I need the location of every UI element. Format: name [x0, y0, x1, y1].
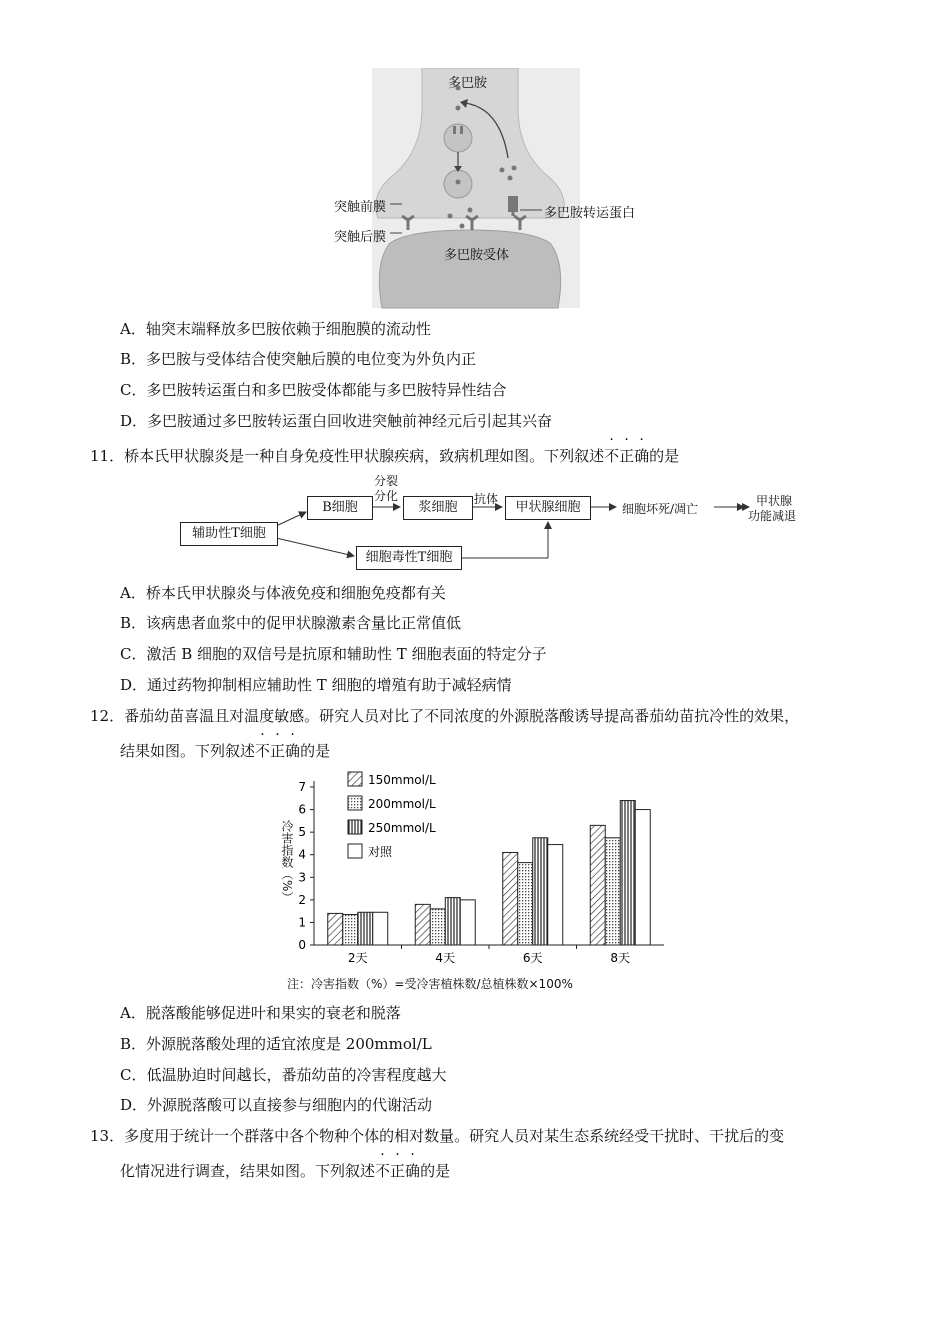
y-tick-label: 0 [298, 938, 306, 952]
postsynaptic-label: 突触后膜 [334, 230, 387, 245]
thyroid-cell-box: 甲状腺细胞 [505, 496, 591, 520]
q12-option-d: D．外源脱落酸可以直接参与细胞内的代谢活动 [120, 1096, 433, 1114]
legend-swatch [348, 820, 362, 834]
legend-label: 250mmol/L [368, 821, 436, 835]
bar [518, 863, 533, 945]
cytotoxic-t-cell-box: 细胞毒性T细胞 [356, 546, 462, 570]
x-tick-label: 8天 [610, 951, 631, 965]
legend-label: 200mmol/L [368, 797, 436, 811]
chart-note: 注：冷害指数（%）=受冷害植株数/总植株数×100% [287, 977, 573, 991]
legend-swatch [348, 796, 362, 810]
x-tick-label: 6天 [522, 951, 543, 965]
q11-option-b: B．该病患者血浆中的促甲状腺激素含量比正常值低 [120, 614, 462, 632]
q13-stem-line2: 化情况进行调查，结果如图。下列叙述不正确的是 [120, 1162, 451, 1180]
bar [548, 845, 563, 945]
q12-stem-line2: 结果如图。下列叙述不正确的是 [120, 742, 331, 760]
cell-death-label: 细胞坏死/凋亡 [622, 502, 699, 516]
receptor-label: 多巴胺受体 [444, 248, 510, 263]
bar [415, 904, 430, 945]
bar [445, 898, 460, 945]
transporter-label: 多巴胺转运蛋白 [544, 206, 636, 221]
bar [328, 913, 343, 945]
helper-t-cell-box: 辅助性T细胞 [180, 522, 278, 546]
dopamine-label: 多巴胺 [448, 76, 488, 91]
q11-option-a: A．桥本氏甲状腺炎与体液免疫和细胞免疫都有关 [120, 584, 446, 602]
q12-stem-line1: 12．番茄幼苗喜温且对温度敏感。研究人员对比了不同浓度的外源脱落酸诱导提高番茄幼苗抗冷性的效果， [90, 707, 800, 725]
legend-label: 对照 [368, 845, 393, 859]
y-tick-label: 1 [298, 915, 306, 930]
synapse-diagram [330, 68, 650, 310]
bar [605, 838, 620, 945]
x-tick-label: 4天 [435, 951, 456, 965]
cold-injury-bar-chart [270, 768, 690, 998]
legend-swatch [348, 772, 362, 786]
bar [343, 915, 358, 945]
bar [358, 912, 373, 945]
y-tick-label: 5 [298, 825, 306, 840]
q12-option-c: C．低温胁迫时间越长，番茄幼苗的冷害程度越大 [120, 1066, 447, 1084]
bar [460, 900, 475, 945]
chart-ylabel: 冷害指数（%） [280, 820, 294, 904]
presynaptic-label: 突触前膜 [334, 200, 387, 215]
bar [635, 810, 650, 945]
hypofunction-label: 功能减退 [748, 509, 797, 523]
b-cell-box: B细胞 [307, 496, 373, 520]
thyroid-label: 甲状腺 [756, 494, 793, 508]
legend-label: 150mmol/L [368, 773, 436, 787]
split-label: 分裂 [374, 474, 399, 488]
bar [590, 825, 605, 945]
bar [620, 801, 635, 945]
bar [503, 852, 518, 945]
q12-option-a: A．脱落酸能够促进叶和果实的衰老和脱落 [120, 1004, 401, 1022]
y-tick-label: 6 [298, 802, 306, 817]
q10-option-d: D．多巴胺通过多巴胺转运蛋白回收进突触前神经元后引起其兴奋 [120, 412, 553, 430]
x-tick-label: 2天 [347, 951, 368, 965]
differentiate-label: 分化 [374, 489, 399, 503]
q13-stem-line1: 13．多度用于统计一个群落中各个物种个体的相对数量。研究人员对某生态系统经受干扰时、干扰后的变 [90, 1127, 785, 1145]
q10-option-b: B．多巴胺与受体结合使突触后膜的电位变为外负内正 [120, 350, 477, 368]
antibody-label: 抗体 [474, 492, 499, 506]
bar [430, 909, 445, 945]
bar [533, 838, 548, 945]
y-tick-label: 7 [298, 780, 306, 794]
q10-option-a: A．轴突末端释放多巴胺依赖于细胞膜的流动性 [120, 320, 431, 338]
q11-option-c: C．激活 B 细胞的双信号是抗原和辅助性 T 细胞表面的特定分子 [120, 645, 547, 663]
q11-option-d: D．通过药物抑制相应辅助性 T 细胞的增殖有助于减轻病情 [120, 676, 512, 694]
legend-swatch [348, 844, 362, 858]
y-tick-label: 2 [298, 892, 306, 907]
q11-stem: 11．桥本氏甲状腺炎是一种自身免疫性甲状腺疾病，致病机理如图。下列叙述不正确的是 [90, 447, 680, 465]
flow-arrow-to-result [716, 500, 752, 514]
q12-option-b: B．外源脱落酸处理的适宜浓度是 200mmol/L [120, 1035, 432, 1053]
y-tick-label: 4 [298, 847, 306, 862]
bar [373, 912, 388, 945]
plasma-cell-box: 浆细胞 [403, 496, 473, 520]
y-tick-label: 3 [298, 870, 306, 885]
q10-option-c: C．多巴胺转运蛋白和多巴胺受体都能与多巴胺特异性结合 [120, 381, 507, 399]
